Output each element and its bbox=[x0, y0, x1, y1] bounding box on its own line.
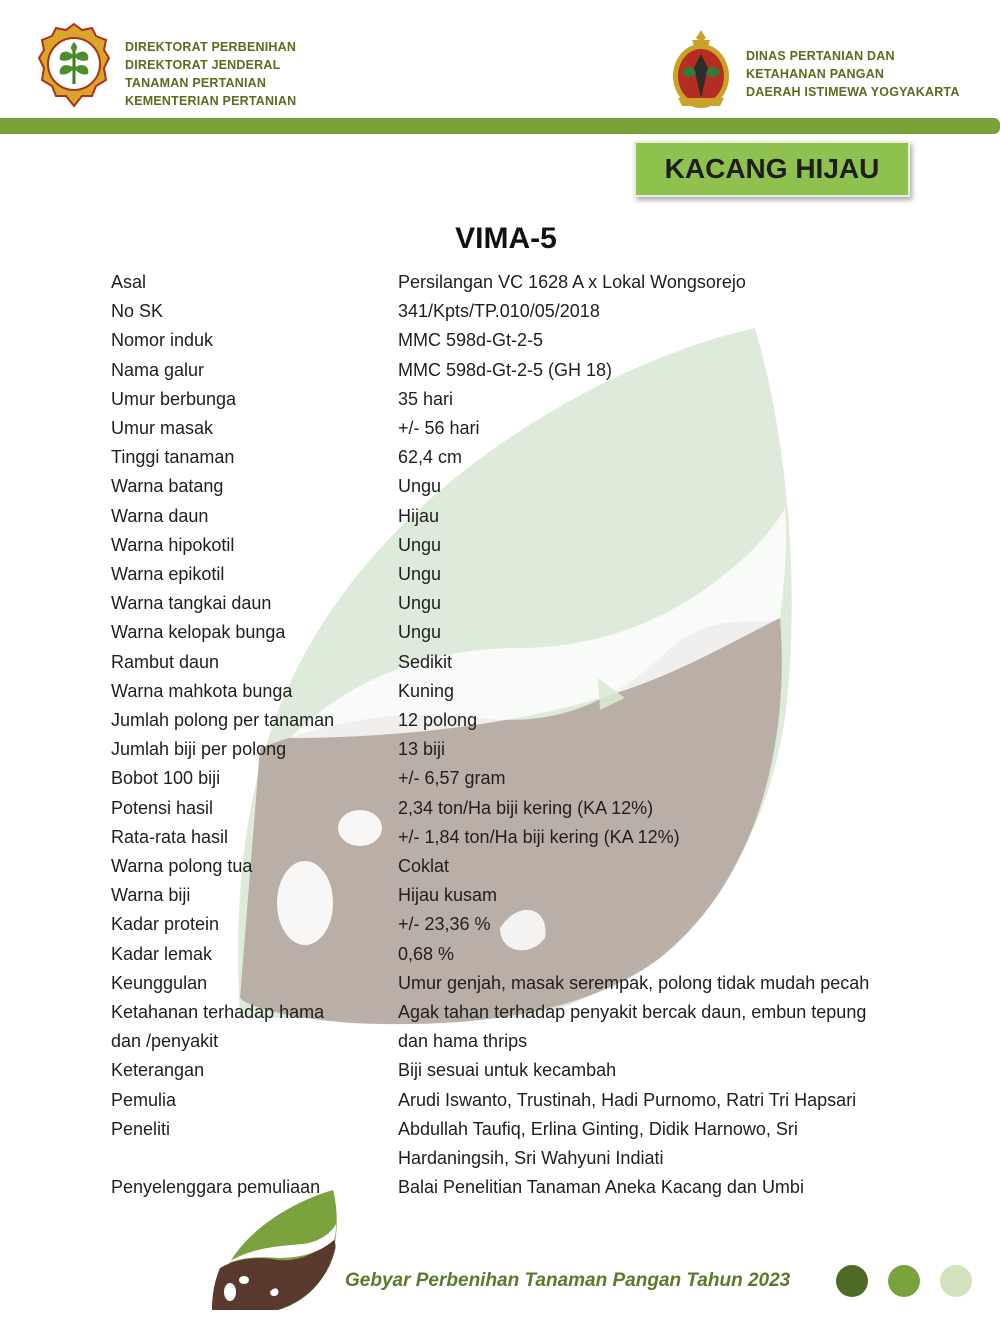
commodity-badge: KACANG HIJAU bbox=[634, 141, 910, 197]
spec-label: Rambut daun bbox=[111, 651, 220, 672]
spec-row bbox=[111, 794, 911, 823]
spec-value: Kuning bbox=[398, 680, 455, 701]
spec-label: Warna epikotil bbox=[111, 564, 225, 585]
spec-label: Peneliti bbox=[111, 1118, 171, 1139]
spec-value: 0,68 % bbox=[398, 943, 455, 964]
spec-row bbox=[111, 823, 911, 852]
spec-value: Ungu bbox=[398, 622, 442, 643]
spec-label: Pemulia bbox=[111, 1089, 177, 1110]
spec-label bbox=[111, 1144, 398, 1173]
spec-row bbox=[111, 356, 911, 385]
spec-label: Umur berbunga bbox=[111, 388, 237, 409]
spec-row bbox=[111, 1027, 911, 1056]
spec-row bbox=[111, 326, 911, 355]
spec-label: Warna tangkai daun bbox=[111, 593, 272, 614]
spec-value: Biji sesuai untuk kecambah bbox=[398, 1060, 617, 1081]
decorative-dot bbox=[888, 1265, 920, 1297]
spec-value: +/- 6,57 gram bbox=[398, 768, 506, 789]
spec-label: Warna hipokotil bbox=[111, 534, 235, 555]
spec-label: Kadar lemak bbox=[111, 943, 213, 964]
spec-value: Umur genjah, masak serempak, polong tidak mudah pecah bbox=[398, 972, 870, 993]
footer-leaf-logo-icon bbox=[208, 1188, 338, 1313]
spec-row bbox=[111, 385, 911, 414]
spec-label: Jumlah biji per polong bbox=[111, 739, 287, 760]
spec-label: Warna batang bbox=[111, 476, 224, 497]
footer-event-text: Gebyar Perbenihan Tanaman Pangan Tahun 2023 bbox=[345, 1270, 791, 1291]
spec-label: Warna polong tua bbox=[111, 856, 253, 877]
spec-row bbox=[111, 998, 911, 1027]
spec-row bbox=[111, 677, 911, 706]
spec-value: Abdullah Taufiq, Erlina Ginting, Didik Harnowo, Sri bbox=[398, 1118, 798, 1139]
spec-label: Ketahanan terhadap hama bbox=[111, 1002, 325, 1023]
spec-label: Nomor induk bbox=[111, 330, 214, 351]
spec-label: Keterangan bbox=[111, 1060, 205, 1081]
spec-value: Ungu bbox=[398, 476, 442, 497]
spec-label: Keunggulan bbox=[111, 972, 208, 993]
spec-row bbox=[111, 1056, 911, 1085]
spec-row bbox=[111, 764, 911, 793]
spec-row bbox=[111, 910, 911, 939]
diy-crest-icon bbox=[668, 28, 734, 112]
spec-value: Ungu bbox=[398, 593, 442, 614]
left-org-name bbox=[125, 38, 296, 110]
org-line: DIREKTORAT PERBENIHAN bbox=[125, 40, 297, 54]
org-line: KEMENTERIAN PERTANIAN bbox=[125, 94, 297, 108]
header-divider-bar bbox=[0, 118, 1000, 134]
spec-value: Coklat bbox=[398, 856, 450, 877]
spec-label: Warna daun bbox=[111, 505, 209, 526]
spec-value: MMC 598d-Gt-2-5 (GH 18) bbox=[398, 359, 613, 380]
spec-label: Warna biji bbox=[111, 885, 191, 906]
spec-row bbox=[111, 472, 911, 501]
variety-title: VIMA-5 bbox=[455, 222, 557, 255]
spec-label: Rata-rata hasil bbox=[111, 826, 229, 847]
spec-row bbox=[111, 531, 911, 560]
spec-value: 13 biji bbox=[398, 739, 446, 760]
spec-label: No SK bbox=[111, 301, 164, 322]
spec-label: Penyelenggara pemuliaan bbox=[111, 1177, 321, 1198]
spec-row bbox=[111, 1144, 911, 1173]
spec-value: 62,4 cm bbox=[398, 447, 463, 468]
spec-label: Warna mahkota bunga bbox=[111, 680, 293, 701]
spec-row bbox=[111, 940, 911, 969]
spec-label: Kadar protein bbox=[111, 914, 220, 935]
spec-row bbox=[111, 1086, 911, 1115]
kementan-emblem-icon bbox=[38, 22, 110, 108]
spec-value: 341/Kpts/TP.010/05/2018 bbox=[398, 301, 600, 322]
spec-label: dan /penyakit bbox=[111, 1031, 219, 1052]
spec-label: Nama galur bbox=[111, 359, 205, 380]
spec-value: Ungu bbox=[398, 564, 442, 585]
spec-label: Jumlah polong per tanaman bbox=[111, 710, 335, 731]
right-org-name bbox=[746, 47, 960, 101]
spec-value: dan hama thrips bbox=[398, 1031, 528, 1052]
spec-label: Potensi hasil bbox=[111, 797, 214, 818]
spec-row bbox=[111, 706, 911, 735]
spec-value: +/- 56 hari bbox=[398, 418, 480, 439]
spec-row bbox=[111, 735, 911, 764]
spec-row bbox=[111, 443, 911, 472]
spec-row bbox=[111, 297, 911, 326]
spec-value: Hijau bbox=[398, 505, 440, 526]
decorative-dot bbox=[940, 1265, 972, 1297]
spec-value: 12 polong bbox=[398, 710, 478, 731]
spec-value: Arudi Iswanto, Trustinah, Hadi Purnomo, Ratri Tri Hapsari bbox=[398, 1089, 857, 1110]
org-line: DAERAH ISTIMEWA YOGYAKARTA bbox=[746, 85, 960, 99]
spec-value: 35 hari bbox=[398, 388, 454, 409]
spec-row bbox=[111, 502, 911, 531]
spec-row bbox=[111, 268, 911, 297]
spec-value: MMC 598d-Gt-2-5 bbox=[398, 330, 544, 351]
spec-value: Agak tahan terhadap penyakit bercak daun, embun tepung bbox=[398, 1002, 867, 1023]
spec-row bbox=[111, 881, 911, 910]
spec-row bbox=[111, 969, 911, 998]
org-line: TANAMAN PERTANIAN bbox=[125, 76, 267, 90]
spec-row bbox=[111, 414, 911, 443]
spec-value: Hijau kusam bbox=[398, 885, 498, 906]
spec-value: Balai Penelitian Tanaman Aneka Kacang dan Umbi bbox=[398, 1177, 804, 1198]
spec-value: Sedikit bbox=[398, 651, 453, 672]
spec-value: Persilangan VC 1628 A x Lokal Wongsorejo bbox=[398, 272, 746, 292]
spec-label: Asal bbox=[111, 272, 147, 292]
spec-row bbox=[111, 618, 911, 647]
spec-value: +/- 1,84 ton/Ha biji kering (KA 12%) bbox=[398, 826, 680, 847]
decorative-dot bbox=[836, 1265, 868, 1297]
spec-row bbox=[111, 1115, 911, 1144]
spec-label: Warna kelopak bunga bbox=[111, 622, 286, 643]
spec-value: Ungu bbox=[398, 534, 442, 555]
spec-row bbox=[111, 852, 911, 881]
spec-table bbox=[111, 268, 911, 1203]
spec-row bbox=[111, 648, 911, 677]
org-line: DIREKTORAT JENDERAL bbox=[125, 58, 281, 72]
spec-row bbox=[111, 589, 911, 618]
spec-row bbox=[111, 560, 911, 589]
org-line: KETAHANAN PANGAN bbox=[746, 67, 885, 81]
spec-value: 2,34 ton/Ha biji kering (KA 12%) bbox=[398, 797, 654, 818]
spec-value: Hardaningsih, Sri Wahyuni Indiati bbox=[398, 1148, 664, 1169]
spec-value: +/- 23,36 % bbox=[398, 914, 491, 935]
spec-label: Bobot 100 biji bbox=[111, 768, 221, 789]
org-line: DINAS PERTANIAN DAN bbox=[746, 49, 895, 63]
spec-label: Tinggi tanaman bbox=[111, 447, 235, 468]
spec-label: Umur masak bbox=[111, 418, 214, 439]
